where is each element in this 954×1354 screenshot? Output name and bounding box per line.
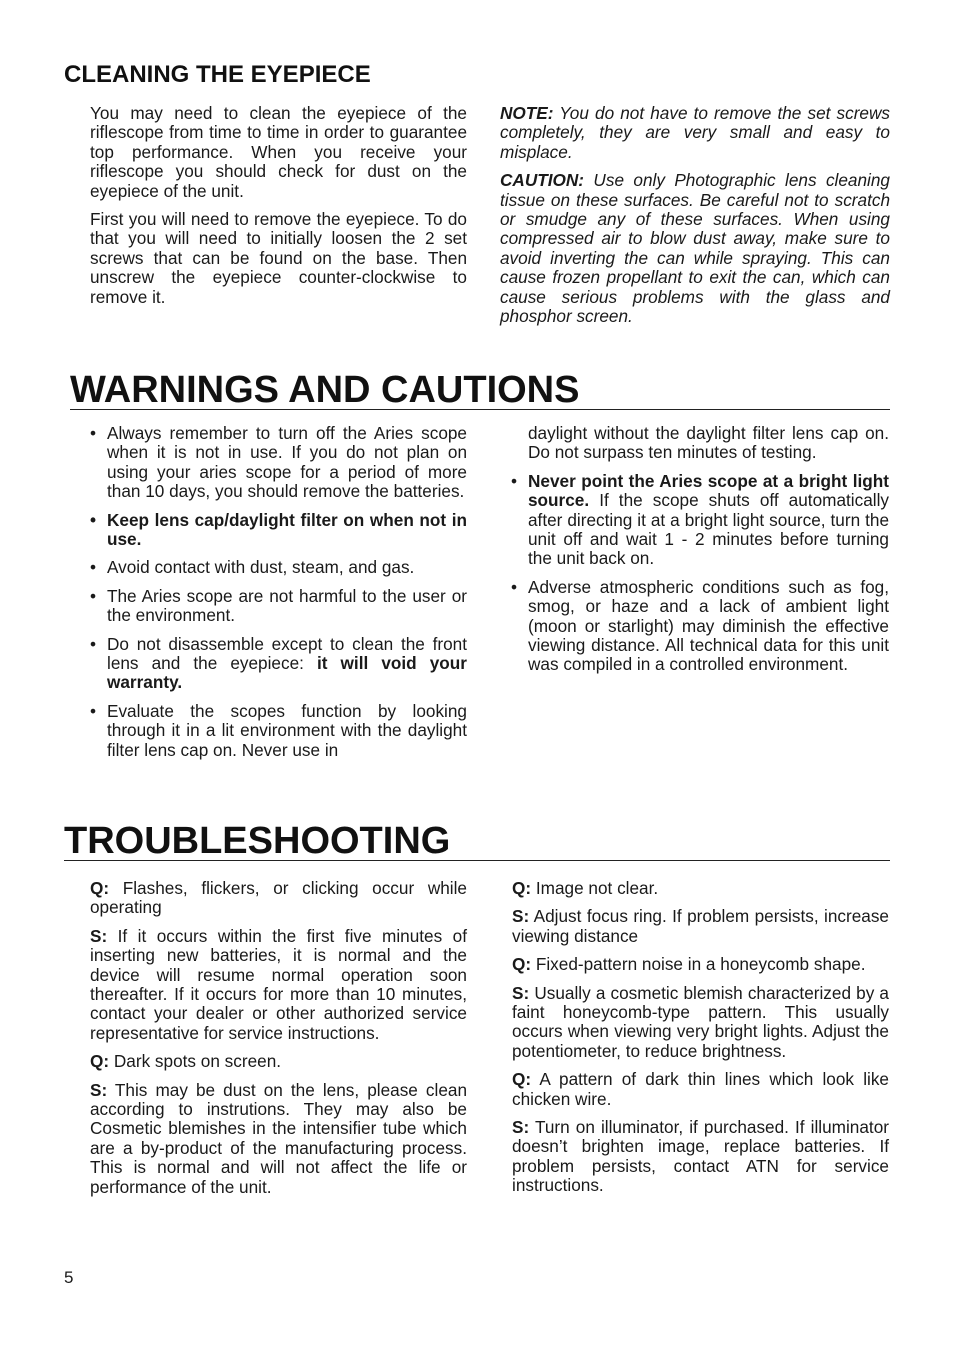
- note-label: NOTE:: [500, 103, 554, 123]
- bullet-mark: •: [90, 509, 97, 530]
- cleaning-left-column: [90, 104, 467, 316]
- warning-text: Do not disassemble except to clean the front lens and the eyepiece:: [107, 633, 467, 674]
- question-3: [512, 879, 889, 898]
- warning-text: If the scope shuts off automatically after directing it at a bright light source, turn the unit off and wait 1 - 2 minutes before turning the unit back on.: [528, 490, 889, 569]
- question-label: Q:: [90, 1051, 110, 1072]
- solution-5: [512, 1118, 889, 1196]
- caution-text: Use only Photographic lens cleaning tissue on these surfaces. Be careful not to scratch or smudge any of these surfaces. When using compressed air to blow dust away, make sure to avoid inverting the can while spraying. This can cause frozen propellant to exit the can, which can cause serious problems with the glass and phosphor screen.: [500, 170, 890, 327]
- question-1: [90, 879, 467, 918]
- warning-item-5: [90, 635, 467, 693]
- solution-2: [90, 1081, 467, 1197]
- solution-label: S:: [512, 982, 530, 1003]
- troubleshooting-heading: TROUBLESHOOTING: [64, 820, 451, 862]
- caution-paragraph: [500, 171, 890, 326]
- question-text: A pattern of dark thin lines which look like chicken wire.: [512, 1069, 889, 1109]
- bullet-mark: •: [90, 585, 97, 606]
- warning-item-6: [90, 702, 467, 760]
- solution-text: If it occurs within the first five minutes of inserting new batteries, it is normal and the device will resume normal operation soon thereafter. If it occurs for more than 10 minutes, contact your dealer or other authorized service representative for service instructions.: [90, 925, 467, 1043]
- solution-4: [512, 984, 889, 1062]
- note-paragraph: [500, 104, 890, 162]
- bullet-mark: •: [511, 470, 518, 491]
- cleaning-heading: CLEANING THE EYEPIECE: [64, 61, 371, 88]
- question-label: Q:: [512, 1069, 532, 1090]
- solution-text: Adjust focus ring. If problem persists, increase viewing distance: [512, 906, 889, 946]
- warning-text: Adverse atmospheric conditions such as fog, smog, or haze and a lack of ambient light (moon or starlight) may diminish the effective viewing distance. All technical data for this unit was compiled in a controlled environment.: [528, 576, 889, 675]
- warning-item-6-continued: daylight without the daylight filter lens cap on. Do not surpass ten minutes of testing.: [528, 423, 889, 463]
- warning-item-3: [90, 558, 467, 577]
- warning-emphasis: Never point the Aries scope at a bright light source.: [528, 470, 889, 511]
- warning-text: Always remember to turn off the Aries scope when it is not in use. If you do not plan on using your aries scope for a period of more than 10 days, you should remove the batteries.: [107, 423, 467, 502]
- question-label: Q:: [90, 878, 110, 898]
- solution-label: S:: [512, 1117, 530, 1138]
- solution-label: S:: [90, 925, 108, 946]
- warning-item-8: [511, 578, 889, 675]
- solution-text: This may be dust on the lens, please clean according to instrutions. They may also be Cosmetic blemishes in the intensifier tube which are a by-product of the manufacturing process. This is normal and will not affect the life or performance of the unit.: [90, 1079, 467, 1197]
- warning-item-4: [90, 587, 467, 626]
- warning-item-1: [90, 424, 467, 502]
- warning-text: Evaluate the scopes function by looking through it in a lit environment with the daylight filter lens cap on. Never use in: [107, 700, 467, 760]
- caution-label: CAUTION:: [500, 170, 585, 191]
- question-label: Q:: [512, 954, 532, 975]
- note-text: You do not have to remove the set screws completely, they are very small and easy to misplace.: [500, 103, 890, 162]
- bullet-mark: •: [90, 423, 97, 443]
- bullet-mark: •: [511, 576, 518, 597]
- troubleshooting-left-column: [90, 879, 467, 1206]
- warning-item-2: [90, 511, 467, 550]
- question-text: Dark spots on screen.: [109, 1051, 282, 1072]
- cleaning-right-column: [500, 104, 890, 335]
- cleaning-paragraph-2: First you will need to remove the eyepiece. To do that you will need to initially loosen the 2 set screws that can be found on the base. Then unscrew the eyepiece counter-clockwise to remove it.: [90, 209, 467, 307]
- solution-3: [512, 907, 889, 946]
- question-text: Image not clear.: [531, 878, 659, 898]
- solution-text: Usually a cosmetic blemish characterized by a faint honeycomb-type pattern. This usually occurs when viewing very bright lights. Adjust the potentiometer, to reduce brightness.: [512, 982, 889, 1061]
- question-text: Flashes, flickers, or clicking occur while operating: [90, 878, 467, 918]
- question-text: Fixed-pattern noise in a honeycomb shape.: [531, 954, 866, 975]
- warnings-heading: WARNINGS AND CAUTIONS: [70, 369, 580, 411]
- warnings-left-column: [90, 424, 467, 769]
- warnings-heading-rule: [70, 409, 890, 410]
- bullet-mark: •: [90, 557, 97, 578]
- troubleshooting-right-column: [512, 879, 889, 1205]
- solution-text: Turn on illuminator, if purchased. If illuminator doesn’t brighten image, replace batteries. If problem persists, contact ATN for service instructions.: [512, 1117, 889, 1196]
- question-label: Q:: [512, 878, 532, 898]
- solution-label: S:: [90, 1079, 108, 1100]
- warnings-right-column: [511, 424, 889, 684]
- question-5: [512, 1070, 889, 1109]
- question-2: [90, 1052, 467, 1071]
- warning-emphasis: it will void your warranty.: [107, 653, 467, 693]
- bullet-mark: •: [90, 633, 97, 654]
- page-number: 5: [64, 1268, 74, 1287]
- warning-text: Keep lens cap/daylight filter on when not in use.: [107, 509, 467, 550]
- warning-text: The Aries scope are not harmful to the user or the environment.: [107, 585, 467, 626]
- cleaning-paragraph-1: You may need to clean the eyepiece of the riflescope from time to time in order to guarantee top performance. When you receive your riflescope you should check for dust on the eyepiece of the unit.: [90, 103, 467, 201]
- troubleshooting-heading-rule: [64, 860, 890, 861]
- question-4: [512, 955, 889, 974]
- bullet-mark: •: [90, 700, 97, 721]
- warning-text: Avoid contact with dust, steam, and gas.: [107, 557, 415, 578]
- solution-1: [90, 927, 467, 1043]
- warning-item-7: [511, 472, 889, 569]
- solution-label: S:: [512, 906, 530, 927]
